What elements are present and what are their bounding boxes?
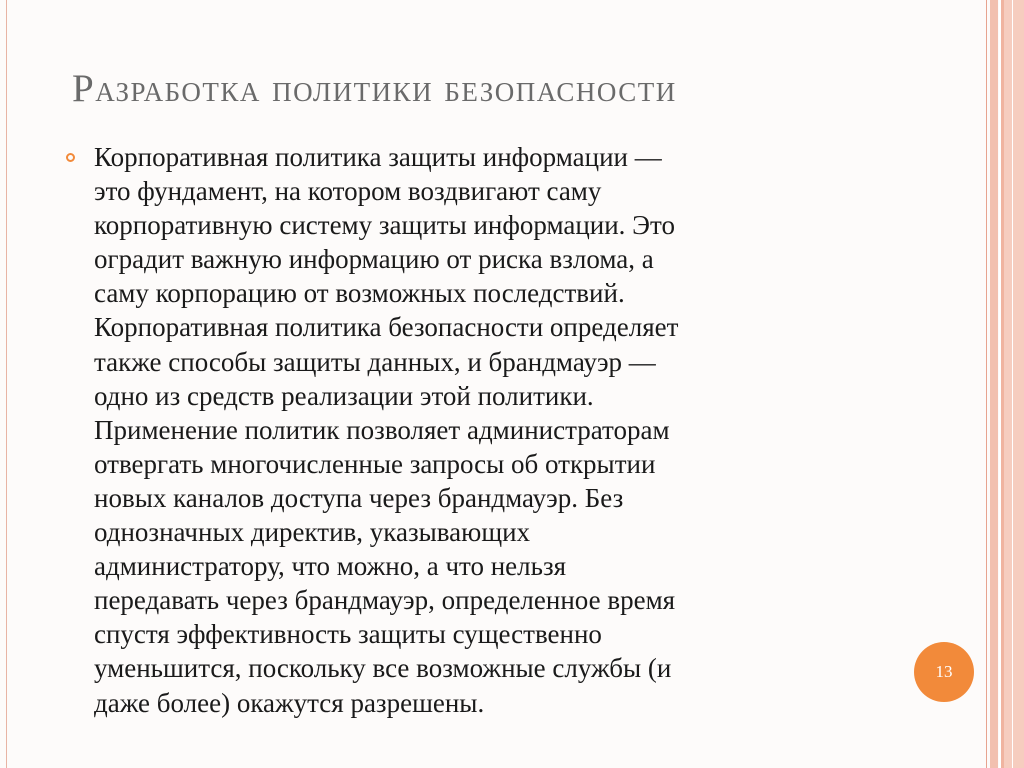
right-decor-stripe [1004,0,1024,768]
bullet-item [66,140,876,720]
right-decor-stripe [1012,0,1013,768]
slide-title: Разработка политики безопасности [72,67,677,110]
left-border-line [6,0,7,768]
circle-bullet-icon [66,153,75,162]
bullet-text: Корпоративная политика защиты информации — это фундамент, на котором воздвигают саму корпоративную систему защиты информации. Это оградит важную информацию от риска взлома, а саму корпорацию от возможных последствий. Корпоративная политика безопасности определяет также способы защиты данных, и брандмауэр — одно из средств реализации этой политики. Применение политик позволяет администраторам отвергать многочисленные запросы об открытии новых каналов доступа через брандмауэр. Без однозначных директив, указывающих администратору, что можно, а что нельзя передавать через брандмауэр, определенное время спустя эффективность защиты существенно уменьшится, поскольку все возможные службы (и даже более) окажутся разрешены. [94,142,679,718]
page-number-badge: 13 [914,642,974,702]
right-decor-stripe [990,0,998,768]
right-decor-stripe [986,0,987,768]
